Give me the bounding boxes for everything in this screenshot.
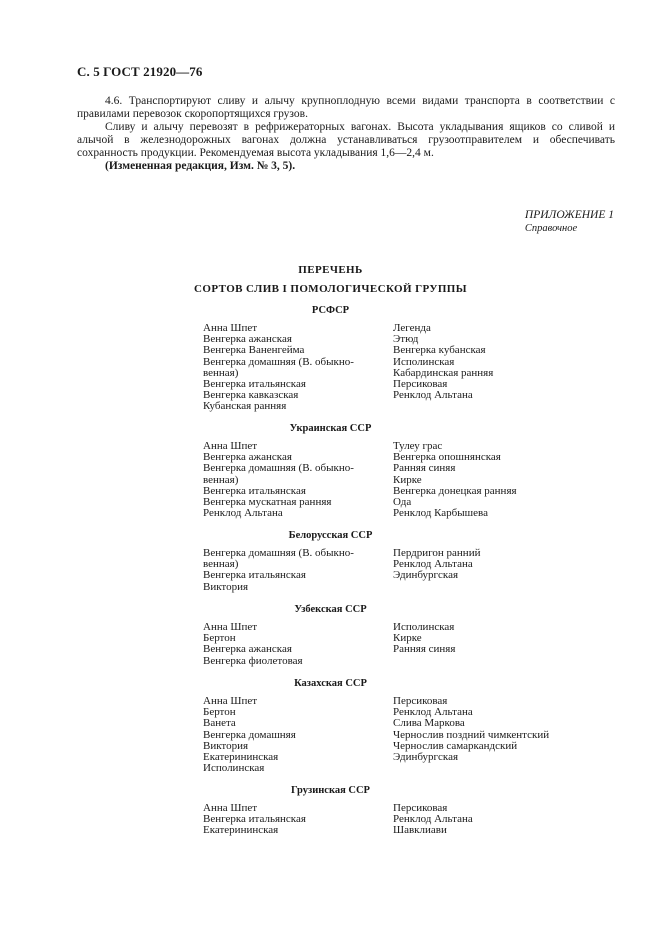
list-item: венная): [203, 558, 239, 571]
list-item: Исполинская: [393, 355, 455, 368]
list-item: Венгерка донецкая ранняя: [393, 484, 517, 497]
section-belarus-right-column: [393, 548, 593, 582]
list-item: Виктория: [203, 580, 249, 593]
list-item: Екатерининская: [203, 751, 279, 764]
section-georgia-left-column: [203, 803, 383, 837]
list-item: Ванета: [203, 717, 236, 730]
section-belarus-left-column: [203, 548, 383, 593]
list-item: Ренклод Карбышева: [393, 507, 488, 520]
list-item: Венгерка фиолетовая: [203, 654, 303, 667]
list-item: Анна Шпет: [203, 322, 258, 334]
list-item: Венгерка домашняя (В. обыкно-: [203, 355, 354, 368]
list-item: Ода: [393, 496, 412, 509]
section-title-uzbekistan: Узбекская ССР: [294, 604, 367, 615]
list-item: Венгерка Ваненгейма: [203, 344, 305, 357]
section-uzbekistan-right-column: [393, 622, 593, 656]
paragraph-4-6: 4.6. Транспортируют сливу и алычу крупноплодную всеми видами транспорта в соответствии с правилами перевозок скоропортящихся грузов.: [77, 95, 615, 120]
section-kazakhstan-right-column: [393, 696, 593, 763]
list-item: Легенда: [393, 322, 431, 334]
list-item: Венгерка домашняя: [203, 728, 296, 741]
section-title-belarus: Белорусская ССР: [288, 530, 373, 541]
list-item: Венгерка кавказская: [203, 389, 299, 402]
list-item: Бертон: [203, 706, 236, 719]
section-rsfsr-left-column: [203, 323, 383, 413]
amendment-note: (Измененная редакция, Изм. № 3, 5).: [105, 160, 296, 172]
list-item: Пердригон ранний: [393, 547, 481, 559]
list-item: Эдинбургская: [393, 751, 459, 764]
list-item: Исполинская: [393, 621, 455, 633]
list-item: Слива Маркова: [393, 717, 465, 730]
list-item: Персиковая: [393, 378, 448, 391]
list-item: Венгерка итальянская: [203, 569, 306, 582]
section-title-kazakhstan: Казахская ССР: [294, 678, 367, 689]
list-item: Шавклиави: [393, 824, 447, 837]
list-item: Анна Шпет: [203, 621, 258, 633]
section-title-ukraine: Украинская ССР: [289, 423, 372, 434]
list-item: Ренклод Альтана: [393, 389, 473, 402]
section-georgia-right-column: [393, 803, 593, 837]
list-item: Венгерка кубанская: [393, 344, 486, 357]
list-item: Анна Шпет: [203, 440, 258, 452]
list-item: Ранняя синяя: [393, 462, 456, 475]
list-item: Кубанская ранняя: [203, 400, 287, 413]
list-item: Кирке: [393, 473, 422, 486]
list-item: Ранняя синяя: [393, 643, 456, 656]
paragraph-transport-wagons: Сливу и алычу перевозят в рефрижераторных вагонах. Высота укладывания ящиков со сливой и алычой в железнодорожных вагонах должна устанавливаться грузоотправителем и обеспечивать сохранность продукции. Рекомендуемая высота укладывания 1,6—2,4 м.: [77, 121, 615, 159]
list-item: Венгерка опошнянская: [393, 451, 501, 464]
list-item: Анна Шпет: [203, 802, 258, 814]
list-item: Ренклод Альтана: [393, 706, 473, 719]
section-ukraine-left-column: [203, 441, 383, 519]
list-item: Персиковая: [393, 802, 448, 814]
section-uzbekistan-left-column: [203, 622, 383, 667]
list-item: венная): [203, 366, 239, 379]
appendix-label: [525, 209, 614, 235]
page-header: С. 5 ГОСТ 21920—76: [77, 64, 203, 79]
list-item: Бертон: [203, 632, 236, 645]
list-item: Ренклод Альтана: [203, 507, 283, 520]
list-item: Венгерка ажанская: [203, 333, 292, 346]
section-kazakhstan-left-column: [203, 696, 383, 774]
list-item: Кирке: [393, 632, 422, 645]
section-rsfsr-right-column: [393, 323, 593, 401]
list-item: Персиковая: [393, 695, 448, 707]
list-item: Венгерка итальянская: [203, 484, 306, 497]
list-item: Кабардинская ранняя: [393, 366, 494, 379]
list-item: Венгерка домашняя (В. обыкно-: [203, 547, 354, 559]
list-item: Чернослив поздний чимкентский: [393, 728, 550, 741]
list-item: Ренклод Альтана: [393, 813, 473, 826]
list-item: Анна Шпет: [203, 695, 258, 707]
section-title-rsfsr: РСФСР: [311, 305, 350, 316]
list-item: Венгерка домашняя (В. обыкно-: [203, 462, 354, 475]
list-item: Венгерка итальянская: [203, 378, 306, 391]
appendix-title: ПРИЛОЖЕНИЕ 1: [524, 209, 614, 221]
section-ukraine-right-column: [393, 441, 593, 519]
list-item: Венгерка мускатная ранняя: [203, 496, 332, 509]
list-item: Чернослив самаркандский: [393, 739, 518, 752]
list-item: венная): [203, 473, 239, 486]
list-item: Виктория: [203, 739, 249, 752]
list-subtitle: СОРТОВ СЛИВ I ПОМОЛОГИЧЕСКОЙ ГРУППЫ: [194, 283, 467, 295]
list-item: Венгерка итальянская: [203, 813, 306, 826]
appendix-subtitle: Справочное: [524, 223, 578, 234]
list-item: Екатерининская: [203, 824, 279, 837]
list-title: ПЕРЕЧЕНЬ: [298, 264, 363, 276]
list-item: Венгерка ажанская: [203, 643, 292, 656]
list-item: Тулеу грас: [393, 440, 443, 452]
list-item: Эдинбургская: [393, 569, 459, 582]
list-item: Этюд: [393, 333, 419, 346]
list-item: Венгерка ажанская: [203, 451, 292, 464]
section-title-georgia: Грузинская ССР: [291, 785, 370, 796]
list-item: Ренклод Альтана: [393, 558, 473, 571]
list-item: Исполинская: [203, 762, 265, 775]
